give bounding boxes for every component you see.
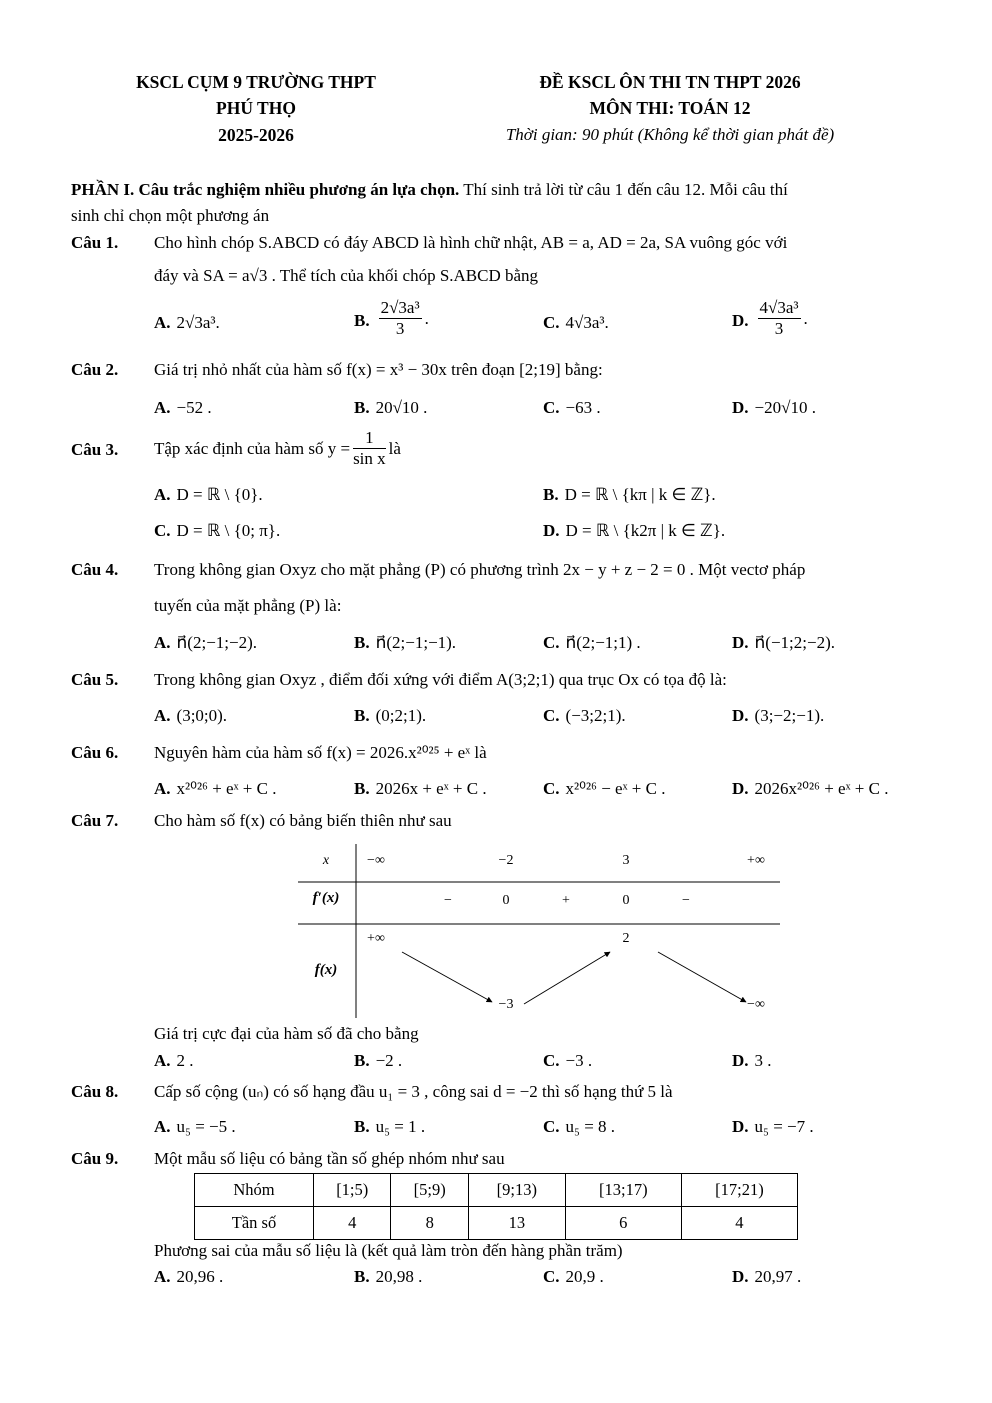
q9-option-d[interactable]: D. 20,97 . bbox=[732, 1267, 802, 1286]
q8-option-a[interactable]: A. u₅ = −5 . bbox=[154, 1117, 236, 1136]
exam-time: Thời gian: 90 phút (Không kể thời gian phát đề) bbox=[505, 125, 835, 144]
q3-text: Tập xác định của hàm số y = $\frac{1}{\text{sin x}}$ là bbox=[154, 428, 401, 468]
q6-option-b[interactable]: B. 2026x + eˣ + C . bbox=[354, 779, 487, 798]
q8-option-c[interactable]: C. u₅ = 8 . bbox=[543, 1117, 616, 1136]
vt-fp-sign-2: + bbox=[562, 893, 570, 908]
q2-option-c[interactable]: C. −63 . bbox=[543, 398, 601, 417]
q6-text: Nguyên hàm của hàm số f(x) = 2026.x²⁰²⁵ + eˣ là bbox=[154, 743, 487, 762]
q5-option-a[interactable]: A. (3;0;0). bbox=[154, 706, 228, 725]
q5-label: Câu 5. bbox=[71, 670, 119, 689]
q9-option-b[interactable]: B. 20,98 . bbox=[354, 1267, 423, 1286]
vt-f-label: f(x) bbox=[314, 962, 338, 978]
q1-text-1: Cho hình chóp S.ABCD có đáy ABCD là hình chữ nhật, AB = a, AD = 2a, SA vuông góc với bbox=[154, 233, 788, 252]
exam-title: ĐỀ KSCL ÔN THI TN THPT 2026 bbox=[539, 72, 801, 92]
q7-question: Giá trị cực đại của hàm số đã cho bằng bbox=[154, 1024, 419, 1043]
vt-fp-sign-1: − bbox=[444, 893, 452, 908]
freq-cell: 13 bbox=[468, 1207, 565, 1240]
vt-x-label: x bbox=[322, 853, 330, 868]
freq-cell: 8 bbox=[391, 1207, 468, 1240]
freq-cell: [9;13) bbox=[468, 1174, 565, 1207]
q2-option-d[interactable]: D. −20√10 . bbox=[732, 398, 816, 417]
q1-option-b[interactable]: B. $\frac{\text{2√3a³}}{3}$ . bbox=[354, 298, 429, 338]
vt-arrow-down-2 bbox=[658, 952, 746, 1002]
q1-option-d[interactable]: D. $\frac{\text{4√3a³}}{3}$ . bbox=[732, 298, 808, 338]
q8-label: Câu 8. bbox=[71, 1082, 119, 1101]
q8-option-b[interactable]: B. u₅ = 1 . bbox=[354, 1117, 426, 1136]
q6-label: Câu 6. bbox=[71, 743, 119, 762]
q1-option-c[interactable]: C. 4√3a³. bbox=[543, 313, 609, 332]
freq-cell: 4 bbox=[681, 1207, 797, 1240]
vt-fprime-label: f′(x) bbox=[312, 890, 340, 906]
freq-cell: [1;5) bbox=[314, 1174, 391, 1207]
q9-option-a[interactable]: A. 20,96 . bbox=[154, 1267, 224, 1286]
part1-instructions-2: sinh chỉ chọn một phương án bbox=[71, 206, 270, 225]
q7-option-d[interactable]: D. 3 . bbox=[732, 1051, 772, 1070]
q4-option-a[interactable]: A. n⃗(2;−1;−2). bbox=[154, 633, 257, 652]
q7-option-b[interactable]: B. −2 . bbox=[354, 1051, 403, 1070]
vt-arrow-up bbox=[524, 952, 610, 1004]
freq-cell: 6 bbox=[565, 1207, 681, 1240]
q9-label: Câu 9. bbox=[71, 1149, 119, 1168]
q2-option-a[interactable]: A. −52 . bbox=[154, 398, 212, 417]
frequency-table bbox=[194, 1173, 798, 1240]
q3-option-b[interactable]: B. D = ℝ \ {kπ | k ∈ ℤ}. bbox=[543, 485, 716, 504]
freq-cell: [5;9) bbox=[391, 1174, 468, 1207]
q7-label: Câu 7. bbox=[71, 811, 119, 830]
school-name-line1: KSCL CỤM 9 TRƯỜNG THPT bbox=[136, 72, 376, 92]
q4-text-2: tuyến của mặt phẳng (P) là: bbox=[154, 596, 342, 615]
vt-x-minus2: −2 bbox=[498, 853, 514, 868]
q7-option-a[interactable]: A. 2 . bbox=[154, 1051, 194, 1070]
exam-subject: MÔN THI: TOÁN 12 bbox=[589, 98, 751, 118]
vt-fp-sign-3: − bbox=[682, 893, 690, 908]
q1-option-a[interactable]: A. 2√3a³. bbox=[154, 313, 220, 332]
q6-option-a[interactable]: A. x²⁰²⁶ + eˣ + C . bbox=[154, 779, 277, 798]
freq-cell: [13;17) bbox=[565, 1174, 681, 1207]
school-year: 2025-2026 bbox=[218, 125, 294, 145]
vt-fp-zero-2: 0 bbox=[622, 893, 630, 908]
q4-option-d[interactable]: D. n⃗(−1;2;−2). bbox=[732, 633, 835, 652]
q3-option-c[interactable]: C. D = ℝ \ {0; π}. bbox=[154, 521, 281, 540]
vt-arrow-down-1 bbox=[402, 952, 492, 1002]
vt-f-minus3: −3 bbox=[498, 997, 514, 1012]
vt-f-neg-inf: −∞ bbox=[747, 997, 765, 1012]
vt-f-pos-inf: +∞ bbox=[367, 931, 385, 946]
q8-text: Cấp số cộng (uₙ) có số hạng đầu u₁ = 3 , công sai d = −2 thì số hạng thứ 5 là bbox=[154, 1082, 673, 1101]
freq-cell: 4 bbox=[314, 1207, 391, 1240]
part1-title: PHẦN I. Câu trắc nghiệm nhiều phương án lựa chọn. bbox=[71, 180, 460, 199]
q5-text: Trong không gian Oxyz , điểm đối xứng với điểm A(3;2;1) qua trục Ox có tọa độ là: bbox=[154, 670, 727, 689]
vt-fp-zero-1: 0 bbox=[502, 893, 510, 908]
q7-option-c[interactable]: C. −3 . bbox=[543, 1051, 593, 1070]
q4-option-b[interactable]: B. n⃗(2;−1;−1). bbox=[354, 633, 457, 652]
q3-option-d[interactable]: D. D = ℝ \ {k2π | k ∈ ℤ}. bbox=[543, 521, 726, 540]
q2-option-b[interactable]: B. 20√10 . bbox=[354, 398, 428, 417]
q8-option-d[interactable]: D. u₅ = −7 . bbox=[732, 1117, 814, 1136]
q9-option-c[interactable]: C. 20,9 . bbox=[543, 1267, 604, 1286]
q3-option-a[interactable]: A. D = ℝ \ {0}. bbox=[154, 485, 263, 504]
freq-row-groups bbox=[195, 1174, 798, 1207]
part1-instructions: Thí sinh trả lời từ câu 1 đến câu 12. Mỗi câu thí bbox=[459, 180, 788, 199]
freq-cell: Nhóm bbox=[195, 1174, 314, 1207]
vt-x-pos-inf: +∞ bbox=[747, 853, 765, 868]
vt-x-neg-inf: −∞ bbox=[367, 853, 385, 868]
freq-cell: [17;21) bbox=[681, 1174, 797, 1207]
freq-row-counts bbox=[195, 1207, 798, 1240]
q4-text-1: Trong không gian Oxyz cho mặt phẳng (P) có phương trình 2x − y + z − 2 = 0 . Một vectơ pháp bbox=[154, 560, 806, 579]
variation-table bbox=[296, 842, 782, 1020]
freq-cell: Tần số bbox=[195, 1207, 314, 1240]
q9-text: Một mẫu số liệu có bảng tần số ghép nhóm như sau bbox=[154, 1149, 505, 1168]
vt-x-3: 3 bbox=[622, 853, 630, 868]
part1-intro bbox=[71, 180, 788, 200]
q1-label: Câu 1. bbox=[71, 233, 119, 252]
q5-option-b[interactable]: B. (0;2;1). bbox=[354, 706, 427, 725]
q7-text: Cho hàm số f(x) có bảng biến thiên như sau bbox=[154, 811, 452, 830]
q2-label: Câu 2. bbox=[71, 360, 119, 379]
school-name-line2: PHÚ THỌ bbox=[216, 98, 296, 118]
q9-question: Phương sai của mẫu số liệu là (kết quả làm tròn đến hàng phần trăm) bbox=[154, 1241, 623, 1260]
q3-label: Câu 3. bbox=[71, 440, 119, 459]
q6-option-c[interactable]: C. x²⁰²⁶ − eˣ + C . bbox=[543, 779, 666, 798]
q5-option-d[interactable]: D. (3;−2;−1). bbox=[732, 706, 825, 725]
q1-text-2: đáy và SA = a√3 . Thể tích của khối chóp S.ABCD bằng bbox=[154, 266, 539, 285]
q6-option-d[interactable]: D. 2026x²⁰²⁶ + eˣ + C . bbox=[732, 779, 889, 798]
q4-label: Câu 4. bbox=[71, 560, 119, 579]
q5-option-c[interactable]: C. (−3;2;1). bbox=[543, 706, 626, 725]
q2-text: Giá trị nhỏ nhất của hàm số f(x) = x³ − 30x trên đoạn [2;19] bằng: bbox=[154, 360, 603, 379]
vt-f-2: 2 bbox=[622, 931, 630, 946]
q4-option-c[interactable]: C. n⃗(2;−1;1) . bbox=[543, 633, 641, 652]
